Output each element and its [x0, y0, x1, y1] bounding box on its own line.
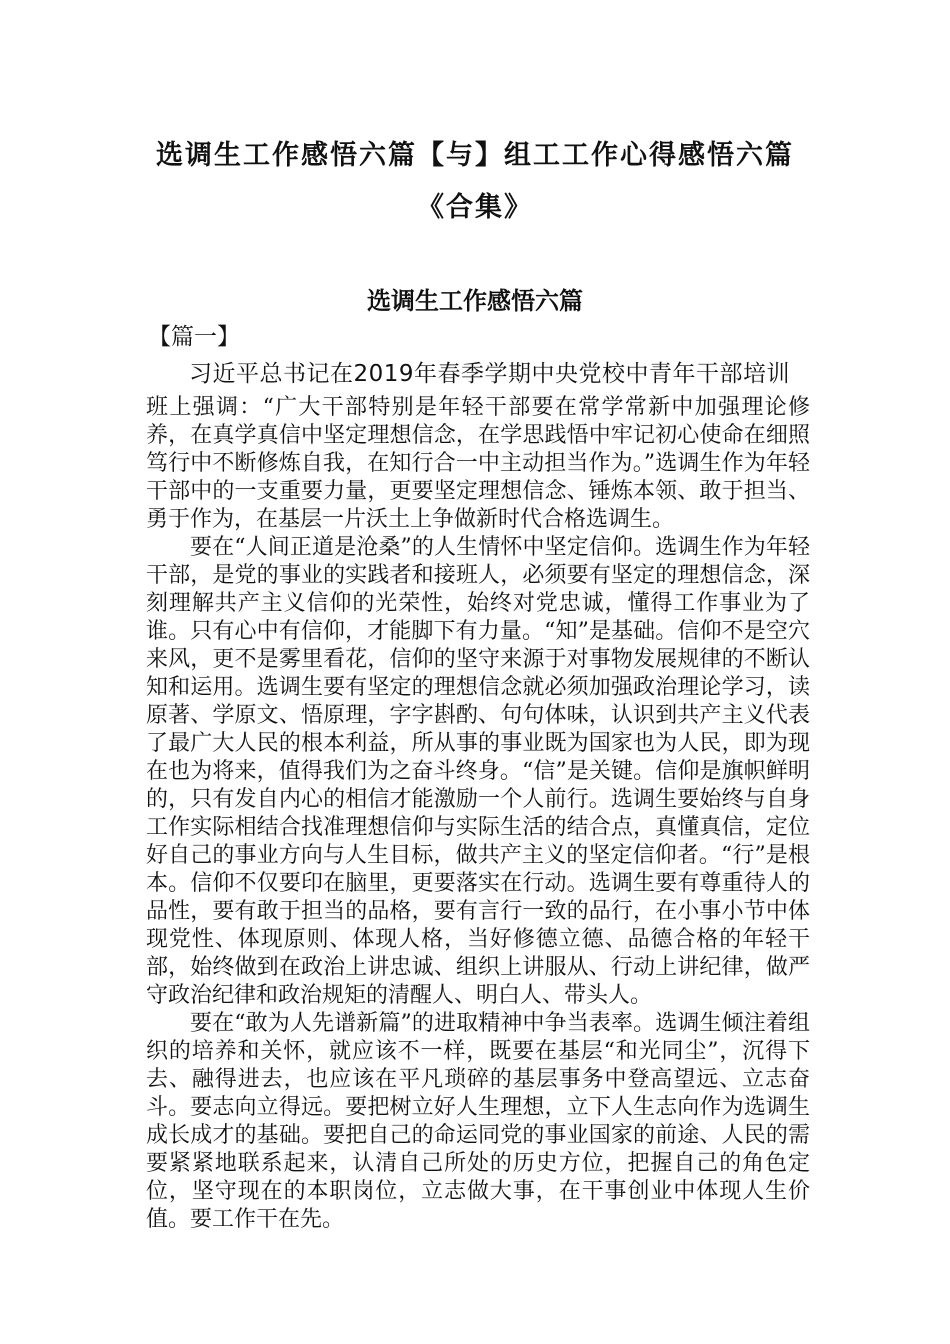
part-label: 【篇一】 [148, 324, 240, 350]
document-title: 选调生工作感悟六篇【与】组工工作心得感悟六篇《合集》 [156, 140, 794, 223]
paragraph-1-continuation: 班上强调：“广大干部特别是年轻干部要在常学常新中加强理论修养，在真学真信中坚定理想信念，在学思践悟中牢记初心使命在细照笃行中不断修炼自我，在知行合一中主动担当作为。”选调生作为年轻干部中的一支重要力量，更要坚定理想信念、锤炼本领、敢于担当、勇于作为，在基层一片沃土上争做新时代合格选调生。 [146, 395, 810, 532]
paragraph-first-line: 习近平总书记在2019年春季学期中央党校中青年干部培训 [189, 361, 791, 387]
section-title: 选调生工作感悟六篇 [367, 287, 583, 315]
body-text [146, 394, 810, 1234]
paragraph-2: 要在“人间正道是沧桑”的人生情怀中坚定信仰。选调生作为年轻干部，是党的事业的实践者和接班人，必须要有坚定的理想信念，深刻理解共产主义信仰的光荣性，始终对党忠诚，懂得工作事业为了谁。只有心中有信仰，才能脚下有力量。“知”是基础。信仰不是空穴来风，更不是雾里看花，信仰的坚守来源于对事物发展规律的不断认知和运用。选调生要有坚定的理想信念就必须加强政治理论学习，读原著、学原文、悟原理，字字斟酌、句句体味，认识到共产主义代表了最广大人民的根本利益，所从事的事业既为国家也为人民，即为现在也为将来，值得我们为之奋斗终身。“信”是关键。信仰是旗帜鲜明的，只有发自内心的相信才能激励一个人前行。选调生要始终与自身工作实际相结合找准理想信仰与实际生活的结合点，真懂真信，定位好自己的事业方向与人生目标，做共产主义的坚定信仰者。“行”是根本。信仰不仅要印在脑里，更要落实在行动。选调生要有尊重待人的品性，要有敢于担当的品格，要有言行一致的品行，在小事小节中体现党性、体现原则、体现人格，当好修德立德、品德合格的年轻干部，始终做到在政治上讲忠诚、组织上讲服从、行动上讲纪律，做严守政治纪律和政治规矩的清醒人、明白人、带头人。 [146, 535, 810, 1008]
paragraph-3: 要在“敢为人先谱新篇”的进取精神中争当表率。选调生倾注着组织的培养和关怀，就应该不一样，既要在基层“和光同尘”，沉得下去、融得进去，也应该在平凡琐碎的基层事务中登高望远、立志奋斗。要志向立得远。要把树立好人生理想，立下人生志向作为选调生成长成才的基础。要把自己的命运同党的事业国家的前途、人民的需要紧紧地联系起来，认清自己所处的历史方位，把握自己的角色定位，坚守现在的本职岗位，立志做大事，在干事创业中体现人生价值。要工作干在先。 [146, 1011, 810, 1232]
